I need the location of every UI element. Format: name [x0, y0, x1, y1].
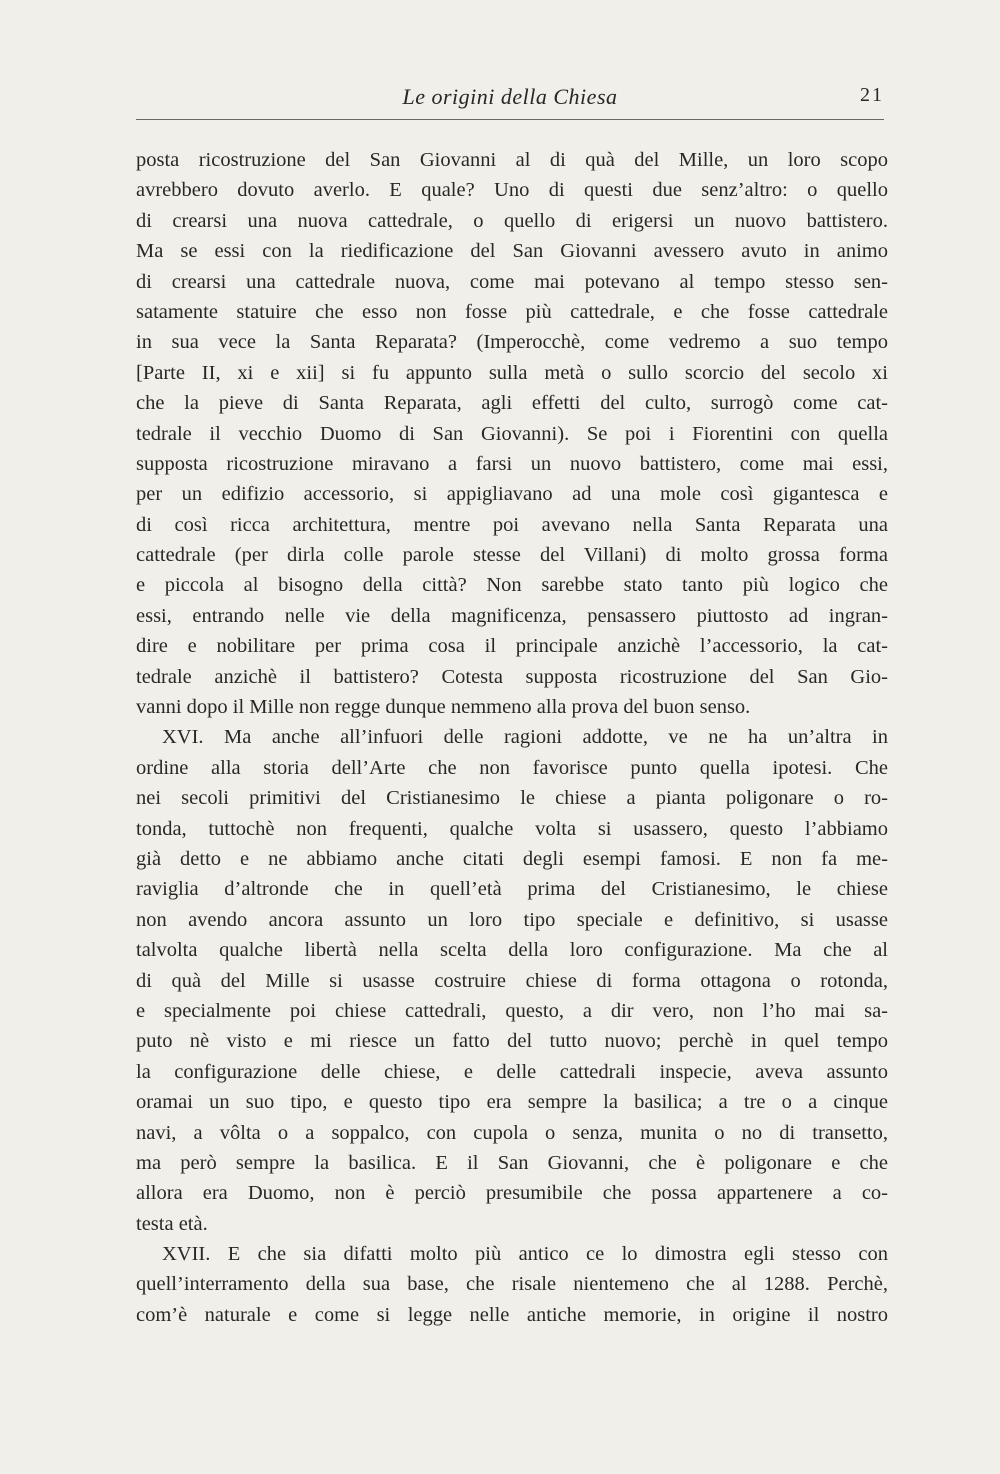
text-line: puto nè visto e mi riesce un fatto del tutto nuovo; perchè in quel tempo: [136, 1030, 888, 1053]
text-line: oramai un suo tipo, e questo tipo era sempre la basilica; a tre o a cinque: [136, 1091, 888, 1114]
text-line: già detto e ne abbiamo anche citati degli esempi famosi. E non fa me-: [136, 847, 888, 870]
text-line: di crearsi una cattedrale nuova, come mai potevano al tempo stesso sen-: [136, 270, 888, 293]
text-line: per un edifizio accessorio, si appigliavano ad una mole così gigantesca e: [136, 483, 888, 506]
text-line: ordine alla storia dell’Arte che non favorisce punto quella ipotesi. Che: [136, 756, 888, 779]
text-line: e specialmente poi chiese cattedrali, questo, a dir vero, non l’ho mai sa-: [136, 999, 888, 1022]
text-line: ma però sempre la basilica. E il San Giovanni, che è poligonare e che: [136, 1151, 888, 1174]
text-line: posta ricostruzione del San Giovanni al di quà del Mille, un loro scopo: [136, 149, 888, 171]
text-line: testa età.: [136, 1212, 208, 1235]
text-line: tedrale il vecchio Duomo di San Giovanni). Se poi i Fiorentini con quella: [136, 422, 888, 445]
text-line: nei secoli primitivi del Cristianesimo le chiese a pianta poligonare o ro-: [136, 787, 888, 810]
text-line: navi, a vôlta o a soppalco, con cupola o senza, munita o no di transetto,: [136, 1121, 888, 1144]
text-line: XVI. Ma anche all’infuori delle ragioni addotte, ve ne ha un’altra in: [162, 726, 888, 749]
text-line: com’è naturale e come si legge nelle antiche memorie, in origine il nostro: [136, 1303, 888, 1326]
text-line: talvolta qualche libertà nella scelta della loro configurazione. Ma che al: [136, 939, 888, 962]
text-line: Ma se essi con la riedificazione del San Giovanni avessero avuto in animo: [136, 240, 888, 263]
text-line: non avendo ancora assunto un loro tipo speciale e definitivo, si usasse: [136, 908, 888, 931]
text-line: essi, entrando nelle vie della magnificenza, pensassero piuttosto ad ingran-: [136, 604, 888, 627]
text-line: quell’interramento della sua base, che risale nientemeno che al 1288. Perchè,: [136, 1273, 888, 1296]
running-title: Le origini della Chiesa: [402, 84, 618, 109]
text-line: XVII. E che sia difatti molto più antico ce lo dimostra egli stesso con: [162, 1243, 888, 1266]
text-line: di quà del Mille si usasse costruire chiese di forma ottagona o rotonda,: [136, 969, 888, 992]
page-number: 21: [860, 84, 884, 106]
header-rule: [136, 119, 884, 120]
text-line: satamente statuire che esso non fosse più cattedrale, e che fosse cattedrale: [136, 300, 888, 323]
text-line: supposta ricostruzione miravano a farsi un nuovo battistero, come mai essi,: [136, 452, 888, 475]
running-head: [136, 84, 884, 116]
text-line: tedrale anzichè il battistero? Cotesta supposta ricostruzione del San Gio-: [136, 665, 888, 688]
text-line: dire e nobilitare per prima cosa il principale anzichè l’accessorio, la cat-: [136, 635, 888, 658]
text-line: in sua vece la Santa Reparata? (Imperocchè, come vedremo a suo tempo: [136, 331, 888, 354]
text-line: la configurazione delle chiese, e delle cattedrali inspecie, aveva assunto: [136, 1060, 888, 1083]
text-line: che la pieve di Santa Reparata, agli effetti del culto, surrogò come cat-: [136, 392, 888, 415]
text-line: e piccola al bisogno della città? Non sarebbe stato tanto più logico che: [136, 574, 888, 597]
text-line: vanni dopo il Mille non regge dunque nemmeno alla prova del buon senso.: [136, 696, 751, 719]
text-line: cattedrale (per dirla colle parole stesse del Villani) di molto grossa forma: [136, 544, 888, 567]
text-line: raviglia d’altronde che in quell’età prima del Cristianesimo, le chiese: [136, 878, 888, 901]
text-line: allora era Duomo, non è perciò presumibile che possa appartenere a co-: [136, 1182, 888, 1205]
text-line: tonda, tuttochè non frequenti, qualche volta si usassero, questo l’abbiamo: [136, 817, 888, 840]
text-line: di così ricca architettura, mentre poi avevano nella Santa Reparata una: [136, 513, 888, 536]
body-text: [136, 145, 888, 1330]
text-line: avrebbero dovuto averlo. E quale? Uno di questi due senz’altro: o quello: [136, 179, 888, 202]
text-line: di crearsi una nuova cattedrale, o quello di erigersi un nuovo battistero.: [136, 209, 888, 232]
text-line: [Parte II, xi e xii] si fu appunto sulla metà o sullo scorcio del secolo xi: [136, 361, 888, 384]
